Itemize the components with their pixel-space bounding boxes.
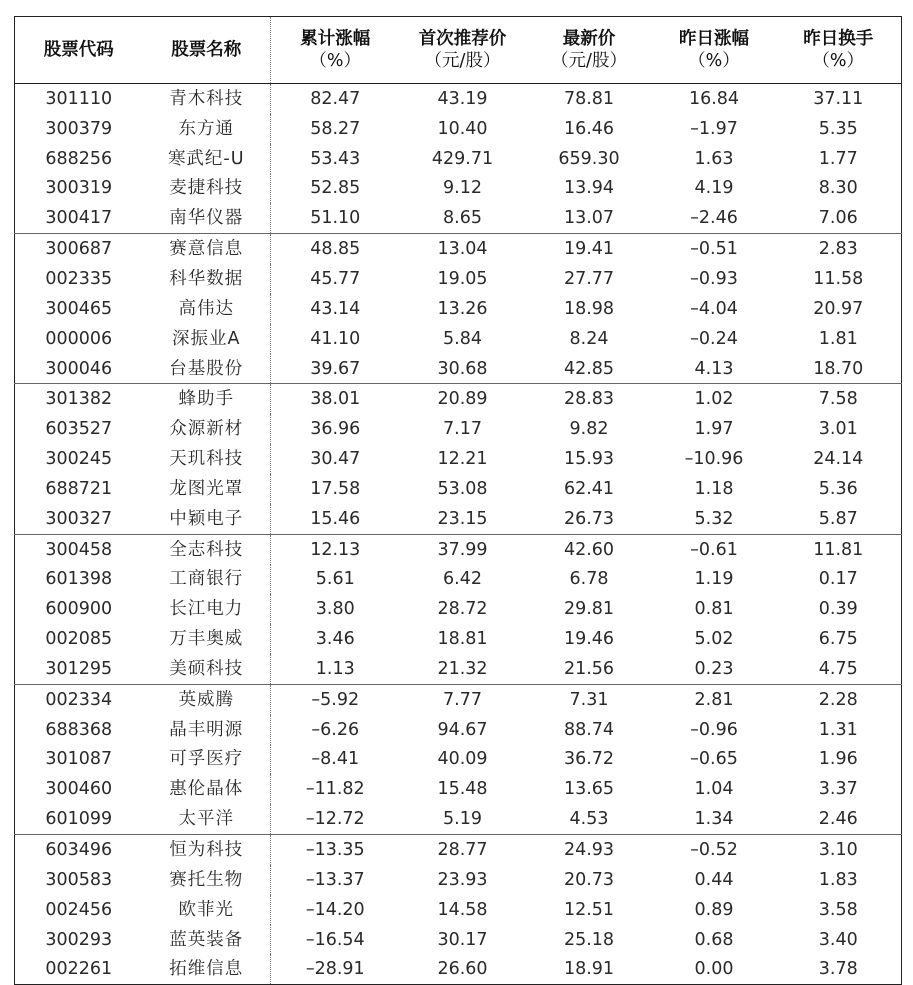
cell-code: 688368 (45, 719, 113, 740)
cell-code: 300465 (45, 298, 113, 319)
cell-cum-gain: 3.80 (315, 599, 355, 620)
cell-yday-turnover: 3.10 (818, 840, 858, 861)
cell-first-price: 14.58 (437, 899, 488, 920)
cell-yday-gain: 4.13 (653, 354, 776, 384)
cell-latest-price: 42.60 (563, 539, 615, 560)
cell-code: 301087 (45, 749, 113, 770)
cell-latest-price: 15.93 (563, 449, 615, 470)
cell-latest-price: 78.81 (563, 88, 615, 109)
cell-cum-gain: 43.14 (310, 298, 361, 319)
cell-first-price: 13.04 (437, 239, 488, 260)
table-row (15, 925, 902, 955)
cell-yday-gain: 4.19 (694, 178, 734, 199)
header-yday-turnover-label: 昨日换手 (803, 29, 874, 49)
cell-code: 002261 (45, 959, 113, 980)
header-cum-gain-unit: （%） (309, 51, 362, 71)
cell-yday-gain: 0.23 (653, 654, 776, 684)
cell-cum-gain: 48.85 (310, 239, 361, 260)
cell-yday-gain: 1.02 (694, 389, 734, 410)
cell-latest-price: 29.81 (563, 599, 615, 620)
cell-yday-turnover: 1.81 (818, 328, 858, 349)
cell-yday-gain: 2.81 (694, 689, 734, 710)
cell-name: 龙图光罩 (143, 474, 271, 504)
cell-latest-price: 13.65 (563, 779, 615, 800)
cell-code: 300046 (15, 354, 143, 384)
header-cum-gain-label: 累计涨幅 (300, 29, 371, 49)
table-row (15, 654, 902, 684)
cell-yday-turnover: 7.06 (776, 203, 902, 233)
cell-first-price: 13.26 (437, 298, 488, 319)
cell-latest-price: 62.41 (563, 478, 615, 499)
table-row (15, 264, 902, 294)
cell-name: 寒武纪-U (143, 144, 271, 174)
table-row (15, 324, 902, 354)
cell-latest-price: 18.91 (563, 959, 615, 980)
cell-yday-gain: 0.89 (694, 899, 734, 920)
cell-yday-gain: 0.44 (694, 869, 734, 890)
cell-cum-gain: 45.77 (310, 268, 361, 289)
cell-yday-gain: –0.93 (690, 268, 738, 289)
table-row (15, 414, 902, 444)
cell-yday-turnover: 0.39 (818, 599, 858, 620)
table-row (15, 504, 902, 534)
cell-cum-gain: 53.43 (310, 148, 361, 169)
table-row (15, 624, 902, 654)
cell-yday-gain: –1.97 (690, 118, 738, 139)
cell-cum-gain: –5.92 (311, 689, 360, 710)
cell-cum-gain: –6.26 (311, 719, 360, 740)
cell-cum-gain: –16.54 (305, 929, 365, 950)
cell-yday-gain: –4.04 (690, 298, 738, 319)
cell-name: 蜂助手 (143, 384, 271, 414)
cell-name: 麦捷科技 (143, 174, 271, 204)
cell-cum-gain: 36.96 (310, 419, 361, 440)
header-latest-price-label: 最新价 (562, 29, 616, 49)
cell-yday-gain: 1.63 (694, 148, 734, 169)
cell-code: 300327 (15, 504, 143, 534)
cell-first-price: 15.48 (437, 779, 488, 800)
table-row (15, 745, 902, 775)
cell-yday-gain: 1.97 (694, 419, 734, 440)
cell-yday-turnover: 11.58 (813, 268, 864, 289)
cell-yday-gain: –2.46 (653, 203, 776, 233)
table-row (15, 294, 902, 324)
cell-yday-gain: 5.02 (694, 629, 734, 650)
table-row (15, 534, 902, 564)
cell-yday-gain: 0.00 (694, 959, 734, 980)
cell-latest-price: 28.83 (563, 389, 615, 410)
cell-yday-turnover: 2.83 (818, 239, 858, 260)
cell-first-price: 28.77 (437, 840, 488, 861)
cell-yday-turnover: 2.46 (776, 804, 902, 834)
cell-yday-gain: –0.61 (690, 539, 738, 560)
cell-name: 蓝英装备 (143, 925, 271, 955)
cell-yday-turnover: 8.30 (818, 178, 858, 199)
cell-latest-price: 13.07 (526, 203, 653, 233)
cell-yday-turnover: 1.83 (818, 869, 858, 890)
cell-name: 南华仪器 (143, 203, 271, 233)
cell-first-price: 26.60 (437, 959, 488, 980)
cell-name: 长江电力 (143, 594, 271, 624)
cell-latest-price: 6.78 (569, 569, 609, 590)
cell-cum-gain: 39.67 (271, 354, 400, 384)
cell-yday-turnover: 3.40 (818, 929, 858, 950)
cell-name: 全志科技 (143, 534, 271, 564)
cell-latest-price: 26.73 (526, 504, 653, 534)
cell-code: 300458 (45, 539, 113, 560)
cell-latest-price: 4.53 (526, 804, 653, 834)
cell-first-price: 37.99 (437, 539, 488, 560)
header-code (15, 17, 143, 84)
cell-cum-gain: –13.35 (305, 840, 365, 861)
cell-first-price: 23.15 (400, 504, 526, 534)
table-row (15, 684, 902, 714)
cell-yday-gain: 1.19 (694, 569, 734, 590)
cell-code: 688256 (45, 148, 113, 169)
cell-first-price: 43.19 (437, 88, 488, 109)
cell-latest-price: 659.30 (558, 148, 620, 169)
cell-yday-turnover: 3.01 (818, 419, 858, 440)
header-yday-turnover (776, 17, 902, 84)
cell-latest-price: 20.73 (563, 869, 615, 890)
header-first-price-unit: （元/股） (424, 51, 501, 71)
table-row (15, 234, 902, 264)
cell-latest-price: 27.77 (563, 268, 615, 289)
cell-cum-gain: 17.58 (310, 478, 361, 499)
cell-yday-gain: –0.52 (690, 840, 738, 861)
cell-first-price: 30.17 (437, 929, 488, 950)
table-body (15, 84, 902, 985)
cell-first-price: 9.12 (443, 178, 482, 199)
cell-latest-price: 18.98 (563, 298, 615, 319)
cell-code: 600900 (45, 599, 113, 620)
cell-code: 603527 (45, 419, 113, 440)
cell-name: 工商银行 (143, 565, 271, 595)
cell-code: 300417 (15, 203, 143, 233)
cell-cum-gain: –12.72 (271, 804, 400, 834)
cell-first-price: 10.40 (437, 118, 488, 139)
table-row (15, 174, 902, 204)
table-header (15, 17, 902, 84)
cell-first-price: 23.93 (437, 869, 488, 890)
cell-name: 恒为科技 (143, 835, 271, 865)
cell-code: 601398 (45, 569, 113, 590)
table-row (15, 895, 902, 925)
cell-code: 300583 (45, 869, 113, 890)
cell-first-price: 6.42 (443, 569, 482, 590)
cell-cum-gain: 82.47 (310, 88, 361, 109)
stock-table (14, 16, 902, 985)
cell-cum-gain: 38.01 (310, 389, 361, 410)
cell-name: 美硕科技 (143, 654, 271, 684)
cell-yday-turnover: 2.28 (818, 689, 858, 710)
cell-latest-price: 7.31 (569, 689, 609, 710)
cell-yday-turnover: 3.78 (818, 959, 858, 980)
cell-yday-gain: –0.24 (690, 328, 738, 349)
cell-code: 000006 (45, 328, 113, 349)
cell-yday-gain: –0.65 (690, 749, 738, 770)
cell-cum-gain: 51.10 (271, 203, 400, 233)
table-row (15, 774, 902, 804)
cell-name: 天玑科技 (143, 444, 271, 474)
cell-yday-turnover: 11.81 (813, 539, 864, 560)
table-row (15, 84, 902, 114)
table-row (15, 715, 902, 745)
cell-first-price: 20.89 (437, 389, 488, 410)
cell-name: 高伟达 (143, 294, 271, 324)
cell-name: 英威腾 (143, 684, 271, 714)
header-yday-gain-label: 昨日涨幅 (679, 29, 749, 49)
cell-cum-gain: –11.82 (305, 779, 365, 800)
cell-name: 晶丰明源 (143, 715, 271, 745)
cell-cum-gain: 30.47 (310, 449, 361, 470)
cell-latest-price: 9.82 (569, 419, 609, 440)
table-row (15, 565, 902, 595)
table-row (15, 144, 902, 174)
cell-latest-price: 21.56 (526, 654, 653, 684)
cell-yday-turnover: 5.36 (818, 478, 858, 499)
header-latest-price-unit: （元/股） (551, 51, 627, 71)
cell-yday-turnover: 37.11 (813, 88, 864, 109)
cell-name: 赛意信息 (143, 234, 271, 264)
cell-cum-gain: –28.91 (305, 959, 365, 980)
cell-latest-price: 12.51 (563, 899, 615, 920)
table-row (15, 835, 902, 865)
cell-code: 300687 (45, 239, 113, 260)
cell-cum-gain: –13.37 (305, 869, 365, 890)
cell-code: 002334 (45, 689, 113, 710)
table-row (15, 114, 902, 144)
cell-latest-price: 24.93 (563, 840, 615, 861)
cell-yday-gain: 1.34 (653, 804, 776, 834)
cell-name: 科华数据 (143, 264, 271, 294)
cell-yday-gain: –10.96 (684, 449, 744, 470)
cell-code: 688721 (45, 478, 113, 499)
cell-cum-gain: 3.46 (315, 629, 355, 650)
cell-yday-gain: –0.96 (690, 719, 738, 740)
cell-cum-gain: 58.27 (310, 118, 361, 139)
cell-latest-price: 42.85 (526, 354, 653, 384)
cell-latest-price: 8.24 (569, 328, 609, 349)
cell-yday-gain: 5.32 (653, 504, 776, 534)
cell-code: 301110 (45, 88, 113, 109)
cell-code: 300460 (45, 779, 113, 800)
cell-yday-turnover: 1.31 (818, 719, 858, 740)
cell-cum-gain: –14.20 (305, 899, 365, 920)
cell-code: 300245 (45, 449, 113, 470)
cell-cum-gain: 1.13 (271, 654, 400, 684)
cell-first-price: 28.72 (437, 599, 488, 620)
cell-yday-gain: –0.51 (690, 239, 738, 260)
cell-code: 002456 (45, 899, 113, 920)
header-cum-gain (271, 17, 400, 84)
cell-name: 惠伦晶体 (143, 774, 271, 804)
cell-yday-gain: 16.84 (688, 88, 740, 109)
header-row (15, 17, 902, 84)
table-row (15, 594, 902, 624)
cell-code: 301382 (45, 389, 113, 410)
table-row (15, 444, 902, 474)
cell-cum-gain: 5.61 (315, 569, 355, 590)
cell-yday-turnover: 4.75 (776, 654, 902, 684)
table-row (15, 954, 902, 984)
cell-code: 603496 (45, 840, 113, 861)
cell-latest-price: 25.18 (563, 929, 615, 950)
cell-latest-price: 88.74 (563, 719, 615, 740)
cell-yday-turnover: 20.97 (813, 298, 864, 319)
cell-yday-gain: 1.18 (694, 478, 734, 499)
cell-first-price: 94.67 (437, 719, 488, 740)
cell-name: 深振业A (143, 324, 271, 354)
cell-yday-turnover: 5.87 (776, 504, 902, 534)
cell-yday-gain: 1.04 (694, 779, 734, 800)
cell-yday-turnover: 3.58 (818, 899, 858, 920)
cell-code: 300319 (45, 178, 113, 199)
cell-name: 青木科技 (143, 84, 271, 114)
table-row (15, 354, 902, 384)
cell-code: 601099 (15, 804, 143, 834)
cell-cum-gain: 41.10 (310, 328, 361, 349)
cell-code: 300293 (45, 929, 113, 950)
header-yday-turnover-unit: （%） (812, 51, 865, 71)
cell-first-price: 18.81 (437, 629, 488, 650)
cell-cum-gain: –8.41 (311, 749, 360, 770)
header-latest-price (526, 17, 653, 84)
header-yday-gain-unit: （%） (688, 51, 740, 71)
cell-first-price: 19.05 (437, 268, 488, 289)
table-row (15, 865, 902, 895)
header-first-price (400, 17, 526, 84)
cell-first-price: 53.08 (437, 478, 488, 499)
cell-yday-turnover: 1.96 (818, 749, 858, 770)
cell-name: 东方通 (143, 114, 271, 144)
header-name (143, 17, 271, 84)
header-code-label: 股票代码 (43, 40, 114, 60)
cell-code: 002335 (45, 268, 113, 289)
cell-yday-turnover: 3.37 (818, 779, 858, 800)
cell-yday-gain: 0.68 (694, 929, 734, 950)
cell-yday-turnover: 6.75 (818, 629, 858, 650)
table-row (15, 474, 902, 504)
cell-first-price: 5.84 (443, 328, 482, 349)
cell-code: 300379 (45, 118, 113, 139)
cell-cum-gain: 52.85 (310, 178, 361, 199)
table-row (15, 384, 902, 414)
cell-name: 赛托生物 (143, 865, 271, 895)
cell-yday-turnover: 5.35 (818, 118, 858, 139)
cell-name: 太平洋 (143, 804, 271, 834)
cell-latest-price: 16.46 (563, 118, 615, 139)
cell-yday-turnover: 7.58 (818, 389, 858, 410)
cell-name: 中颖电子 (143, 504, 271, 534)
cell-first-price: 7.17 (443, 419, 482, 440)
cell-code: 301295 (15, 654, 143, 684)
cell-name: 众源新材 (143, 414, 271, 444)
table-row (15, 203, 902, 233)
cell-yday-turnover: 1.77 (818, 148, 858, 169)
cell-latest-price: 36.72 (563, 749, 615, 770)
header-first-price-label: 首次推荐价 (418, 29, 507, 49)
cell-first-price: 12.21 (437, 449, 488, 470)
cell-first-price: 40.09 (437, 749, 488, 770)
cell-name: 欧菲光 (143, 895, 271, 925)
cell-first-price: 21.32 (400, 654, 526, 684)
cell-name: 台基股份 (143, 354, 271, 384)
cell-first-price: 5.19 (400, 804, 526, 834)
cell-yday-turnover: 0.17 (818, 569, 858, 590)
header-yday-gain (653, 17, 776, 84)
cell-latest-price: 19.46 (563, 629, 615, 650)
cell-first-price: 429.71 (431, 148, 494, 169)
cell-code: 002085 (45, 629, 113, 650)
cell-yday-gain: 0.81 (694, 599, 734, 620)
header-name-label: 股票名称 (171, 40, 242, 60)
cell-latest-price: 19.41 (563, 239, 615, 260)
cell-name: 拓维信息 (143, 954, 271, 984)
cell-first-price: 30.68 (400, 354, 526, 384)
cell-yday-turnover: 18.70 (776, 354, 902, 384)
cell-first-price: 7.77 (443, 689, 482, 710)
cell-cum-gain: 15.46 (271, 504, 400, 534)
cell-name: 可孚医疗 (143, 745, 271, 775)
cell-yday-turnover: 24.14 (813, 449, 864, 470)
cell-name: 万丰奥威 (143, 624, 271, 654)
cell-cum-gain: 12.13 (310, 539, 361, 560)
cell-latest-price: 13.94 (563, 178, 615, 199)
table-row (15, 804, 902, 834)
cell-first-price: 8.65 (400, 203, 526, 233)
